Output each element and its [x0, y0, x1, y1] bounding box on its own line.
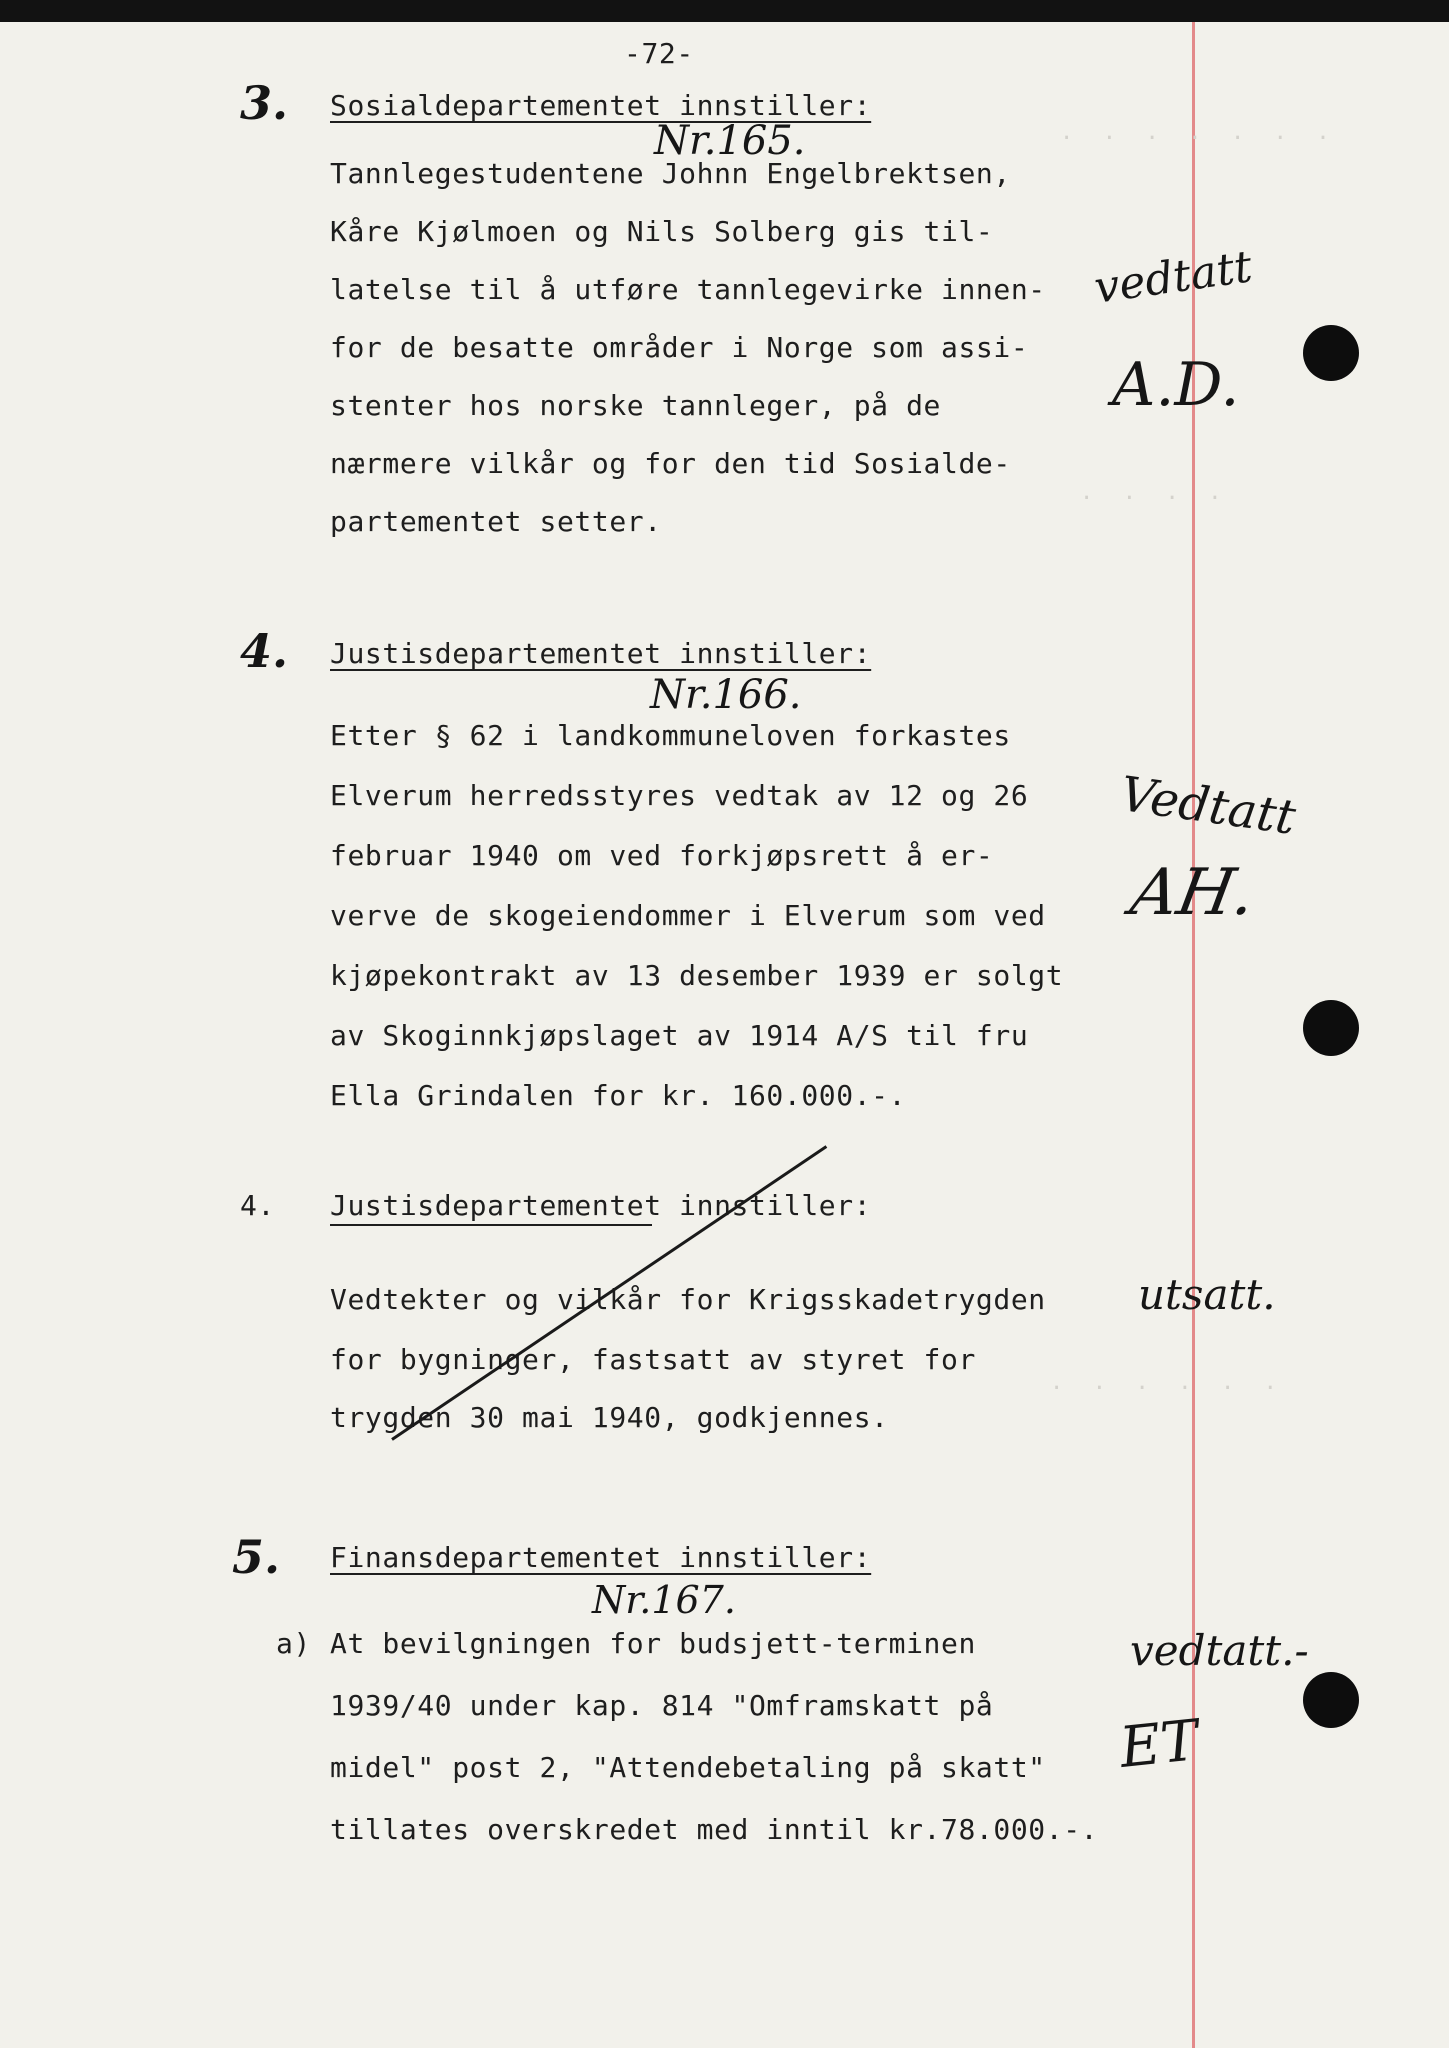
body-line: Tannlegestudentene Johnn Engelbrektsen,	[330, 157, 1011, 190]
initials-signature: ET	[1116, 1708, 1202, 1781]
decision-annotation: utsatt.	[1138, 1270, 1276, 1319]
section-heading: Sosialdepartementet innstiller:	[330, 89, 872, 122]
decision-annotation: vedtatt	[1091, 241, 1256, 314]
body-line: 1939/40 under kap. 814 "Omframskatt på	[330, 1689, 994, 1722]
body-line: partementet setter.	[330, 505, 662, 538]
decision-annotation: vedtatt.-	[1130, 1626, 1309, 1675]
section-heading: Finansdepartementet innstiller:	[330, 1541, 872, 1574]
page-number: -72-	[624, 37, 694, 70]
body-line: nærmere vilkår og for den tid Sosialde-	[330, 447, 1011, 480]
body-line: kjøpekontrakt av 13 desember 1939 er solgt	[330, 959, 1064, 992]
body-line: Elverum herredsstyres vedtak av 12 og 26	[330, 779, 1029, 812]
body-line: trygden 30 mai 1940, godkjennes.	[330, 1401, 889, 1434]
body-line: Etter § 62 i landkommuneloven forkastes	[330, 719, 1011, 752]
body-line: for bygninger, fastsatt av styret for	[330, 1343, 976, 1376]
body-line: midel" post 2, "Attendebetaling på skatt"	[330, 1751, 1046, 1784]
punch-hole	[1303, 325, 1359, 381]
section-mark: 3.	[240, 76, 289, 130]
body-line: februar 1940 om ved forkjøpsrett å er-	[330, 839, 994, 872]
body-line: Vedtekter og vilkår for Krigsskadetrygden	[330, 1283, 1046, 1316]
body-line: latelse til å utføre tannlegevirke innen-	[330, 273, 1046, 306]
section-heading: Justisdepartementet innstiller:	[330, 637, 872, 670]
section-mark: 4.	[240, 624, 289, 678]
case-number: Nr.166.	[650, 672, 802, 718]
heading-underline	[330, 1224, 652, 1226]
body-line: stenter hos norske tannleger, på de	[330, 389, 942, 422]
punch-hole	[1303, 1672, 1359, 1728]
item-label: a)	[276, 1627, 311, 1660]
section-mark: 5.	[232, 1530, 281, 1584]
punch-hole	[1303, 1000, 1359, 1056]
body-line: av Skoginnkjøpslaget av 1914 A/S til fru	[330, 1019, 1029, 1052]
section-mark: 4.	[240, 1189, 275, 1222]
body-line: tillates overskredet med inntil kr.78.000.-.	[330, 1813, 1099, 1846]
decision-annotation: Vedtatt	[1116, 766, 1299, 846]
case-number: Nr.165.	[654, 118, 806, 164]
body-line: for de besatte områder i Norge som assi-	[330, 331, 1029, 364]
scan-top-edge	[0, 0, 1449, 22]
body-line: At bevilgningen for budsjett-terminen	[330, 1627, 976, 1660]
body-line: verve de skogeiendommer i Elverum som ved	[330, 899, 1046, 932]
case-number: Nr.167.	[592, 1578, 736, 1622]
initials-signature: AH.	[1125, 856, 1261, 930]
body-line: Ella Grindalen for kr. 160.000.-.	[330, 1079, 907, 1112]
initials-signature: A.D.	[1112, 350, 1240, 420]
body-line: Kåre Kjølmoen og Nils Solberg gis til-	[330, 215, 994, 248]
section-heading: Justisdepartementet innstiller:	[330, 1189, 872, 1222]
